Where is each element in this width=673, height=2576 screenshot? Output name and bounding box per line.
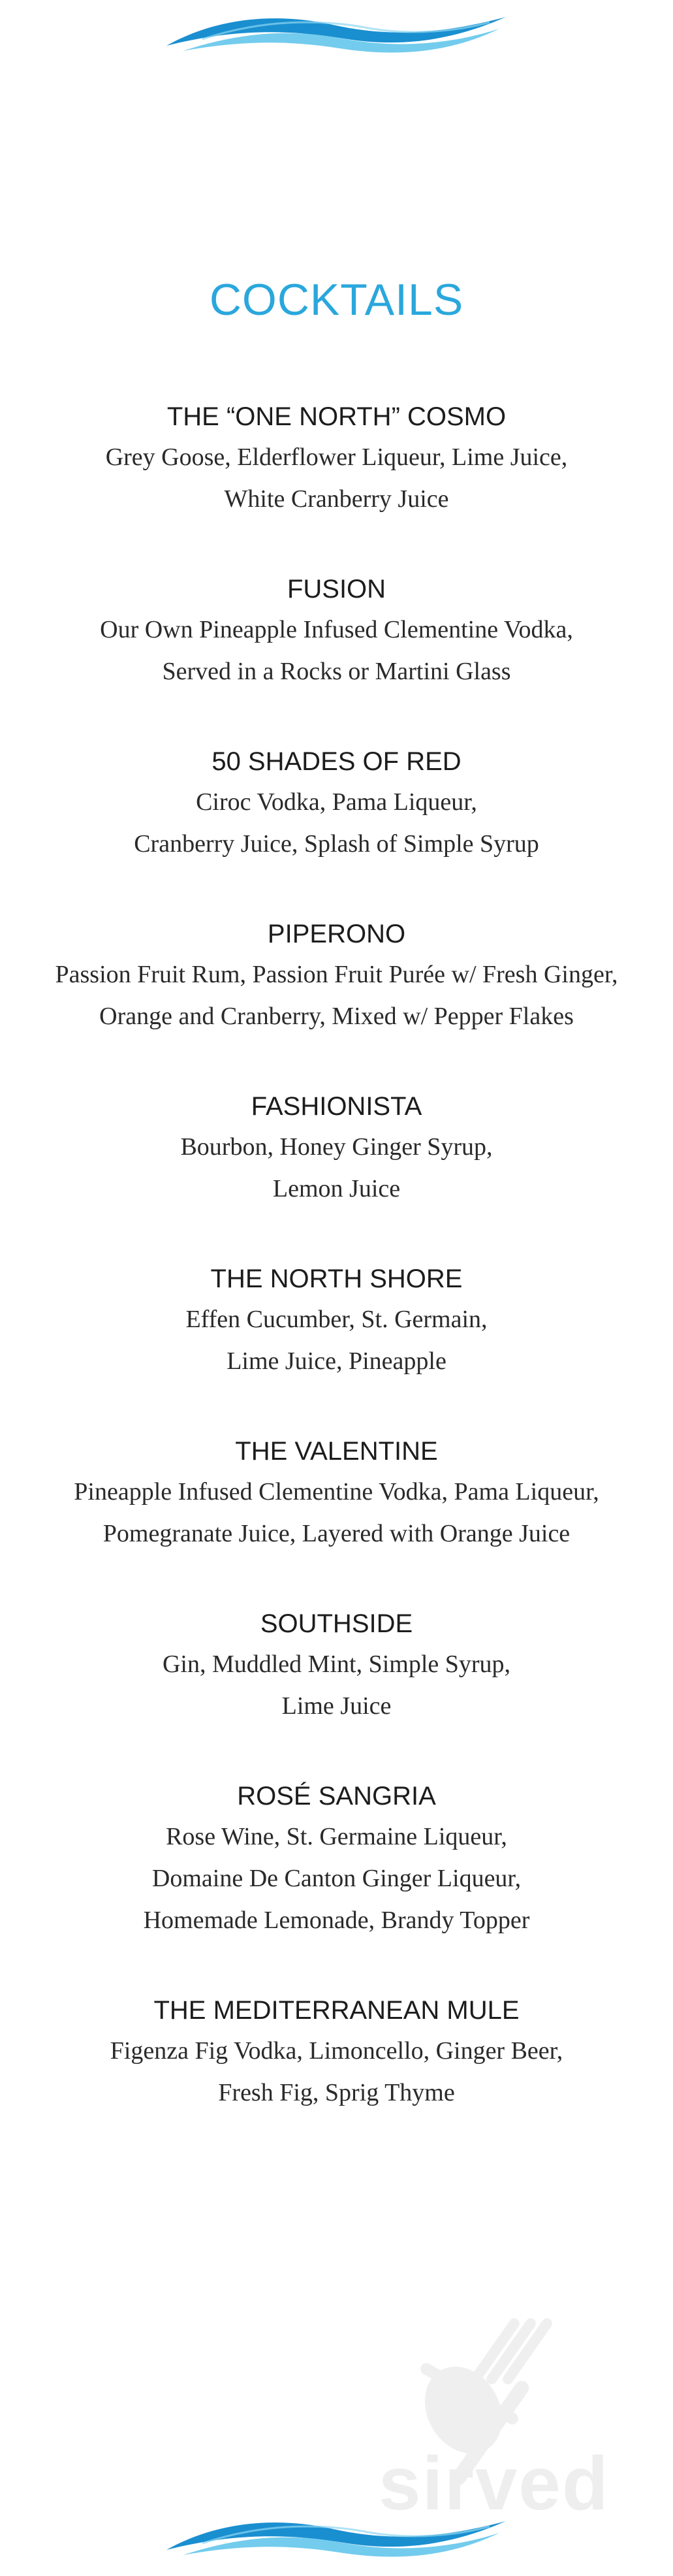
- menu-item-description-line: Bourbon, Honey Ginger Syrup,: [180, 1133, 493, 1161]
- cocktail-list: [0, 400, 673, 2166]
- menu-item-name: 50 SHADES OF RED: [211, 747, 462, 776]
- menu-item: [0, 400, 673, 520]
- menu-item-description-line: Domaine De Canton Ginger Liqueur,: [151, 1865, 522, 1892]
- menu-item: [0, 1779, 673, 1941]
- menu-item-description-line: Passion Fruit Rum, Passion Fruit Purée w/ Fresh Ginger,: [55, 961, 618, 988]
- menu-item-name: PIPERONO: [267, 920, 406, 948]
- menu-item-description-line: Lime Juice, Pineapple: [227, 1347, 446, 1375]
- menu-item-name: FUSION: [287, 575, 386, 604]
- menu-item: [0, 1434, 673, 1554]
- menu-item: [0, 917, 673, 1037]
- menu-item: [0, 1262, 673, 1382]
- menu-item-description-line: Grey Goose, Elderflower Liqueur, Lime Juice,: [105, 443, 568, 471]
- menu-item-name: FASHIONISTA: [251, 1092, 422, 1121]
- menu-item-description-line: Lime Juice: [281, 1692, 392, 1720]
- menu-item-description-line: Homemade Lemonade, Brandy Topper: [143, 1907, 530, 1934]
- menu-item: [0, 572, 673, 692]
- menu-item-description-line: Cranberry Juice, Splash of Simple Syrup: [134, 830, 539, 858]
- menu-section-title: COCKTAILS: [209, 275, 464, 325]
- menu-item-description-line: Fresh Fig, Sprig Thyme: [218, 2079, 455, 2106]
- menu-item: [0, 1607, 673, 1727]
- menu-item-description-line: Rose Wine, St. Germaine Liqueur,: [166, 1823, 507, 1850]
- menu-item-description-line: Pomegranate Juice, Layered with Orange Juice: [102, 1520, 571, 1547]
- menu-item-description-line: Lemon Juice: [272, 1175, 401, 1202]
- menu-item: [0, 1993, 673, 2114]
- menu-item-name: THE NORTH SHORE: [210, 1264, 463, 1293]
- menu-item-description-line: Orange and Cranberry, Mixed w/ Pepper Flakes: [99, 1003, 574, 1030]
- menu-item-name: THE MEDITERRANEAN MULE: [153, 1996, 520, 2025]
- menu-item-description-line: Pineapple Infused Clementine Vodka, Pama Liqueur,: [74, 1478, 599, 1505]
- menu-item-name: ROSÉ SANGRIA: [237, 1782, 436, 1811]
- menu-item-description-line: Gin, Muddled Mint, Simple Syrup,: [162, 1650, 511, 1678]
- menu-item-description-line: Our Own Pineapple Infused Clementine Vodka,: [100, 616, 573, 643]
- bottom-wave-swoosh-icon: [163, 2509, 509, 2562]
- watermark-text: sirved: [379, 2441, 610, 2526]
- menu-item-description-line: White Cranberry Juice: [224, 485, 449, 513]
- top-wave-swoosh-icon: [163, 5, 509, 57]
- menu-item-name: THE “ONE NORTH” COSMO: [166, 402, 507, 431]
- menu-item-description-line: Figenza Fig Vodka, Limoncello, Ginger Beer,: [110, 2037, 563, 2065]
- menu-item-description-line: Effen Cucumber, St. Germain,: [185, 1306, 488, 1333]
- menu-item-description-line: Ciroc Vodka, Pama Liqueur,: [196, 788, 477, 816]
- menu-item-name: THE VALENTINE: [235, 1437, 438, 1466]
- menu-item-name: SOUTHSIDE: [260, 1609, 413, 1638]
- menu-item: [0, 1089, 673, 1210]
- menu-item: [0, 745, 673, 865]
- menu-item-description-line: Served in a Rocks or Martini Glass: [162, 658, 511, 685]
